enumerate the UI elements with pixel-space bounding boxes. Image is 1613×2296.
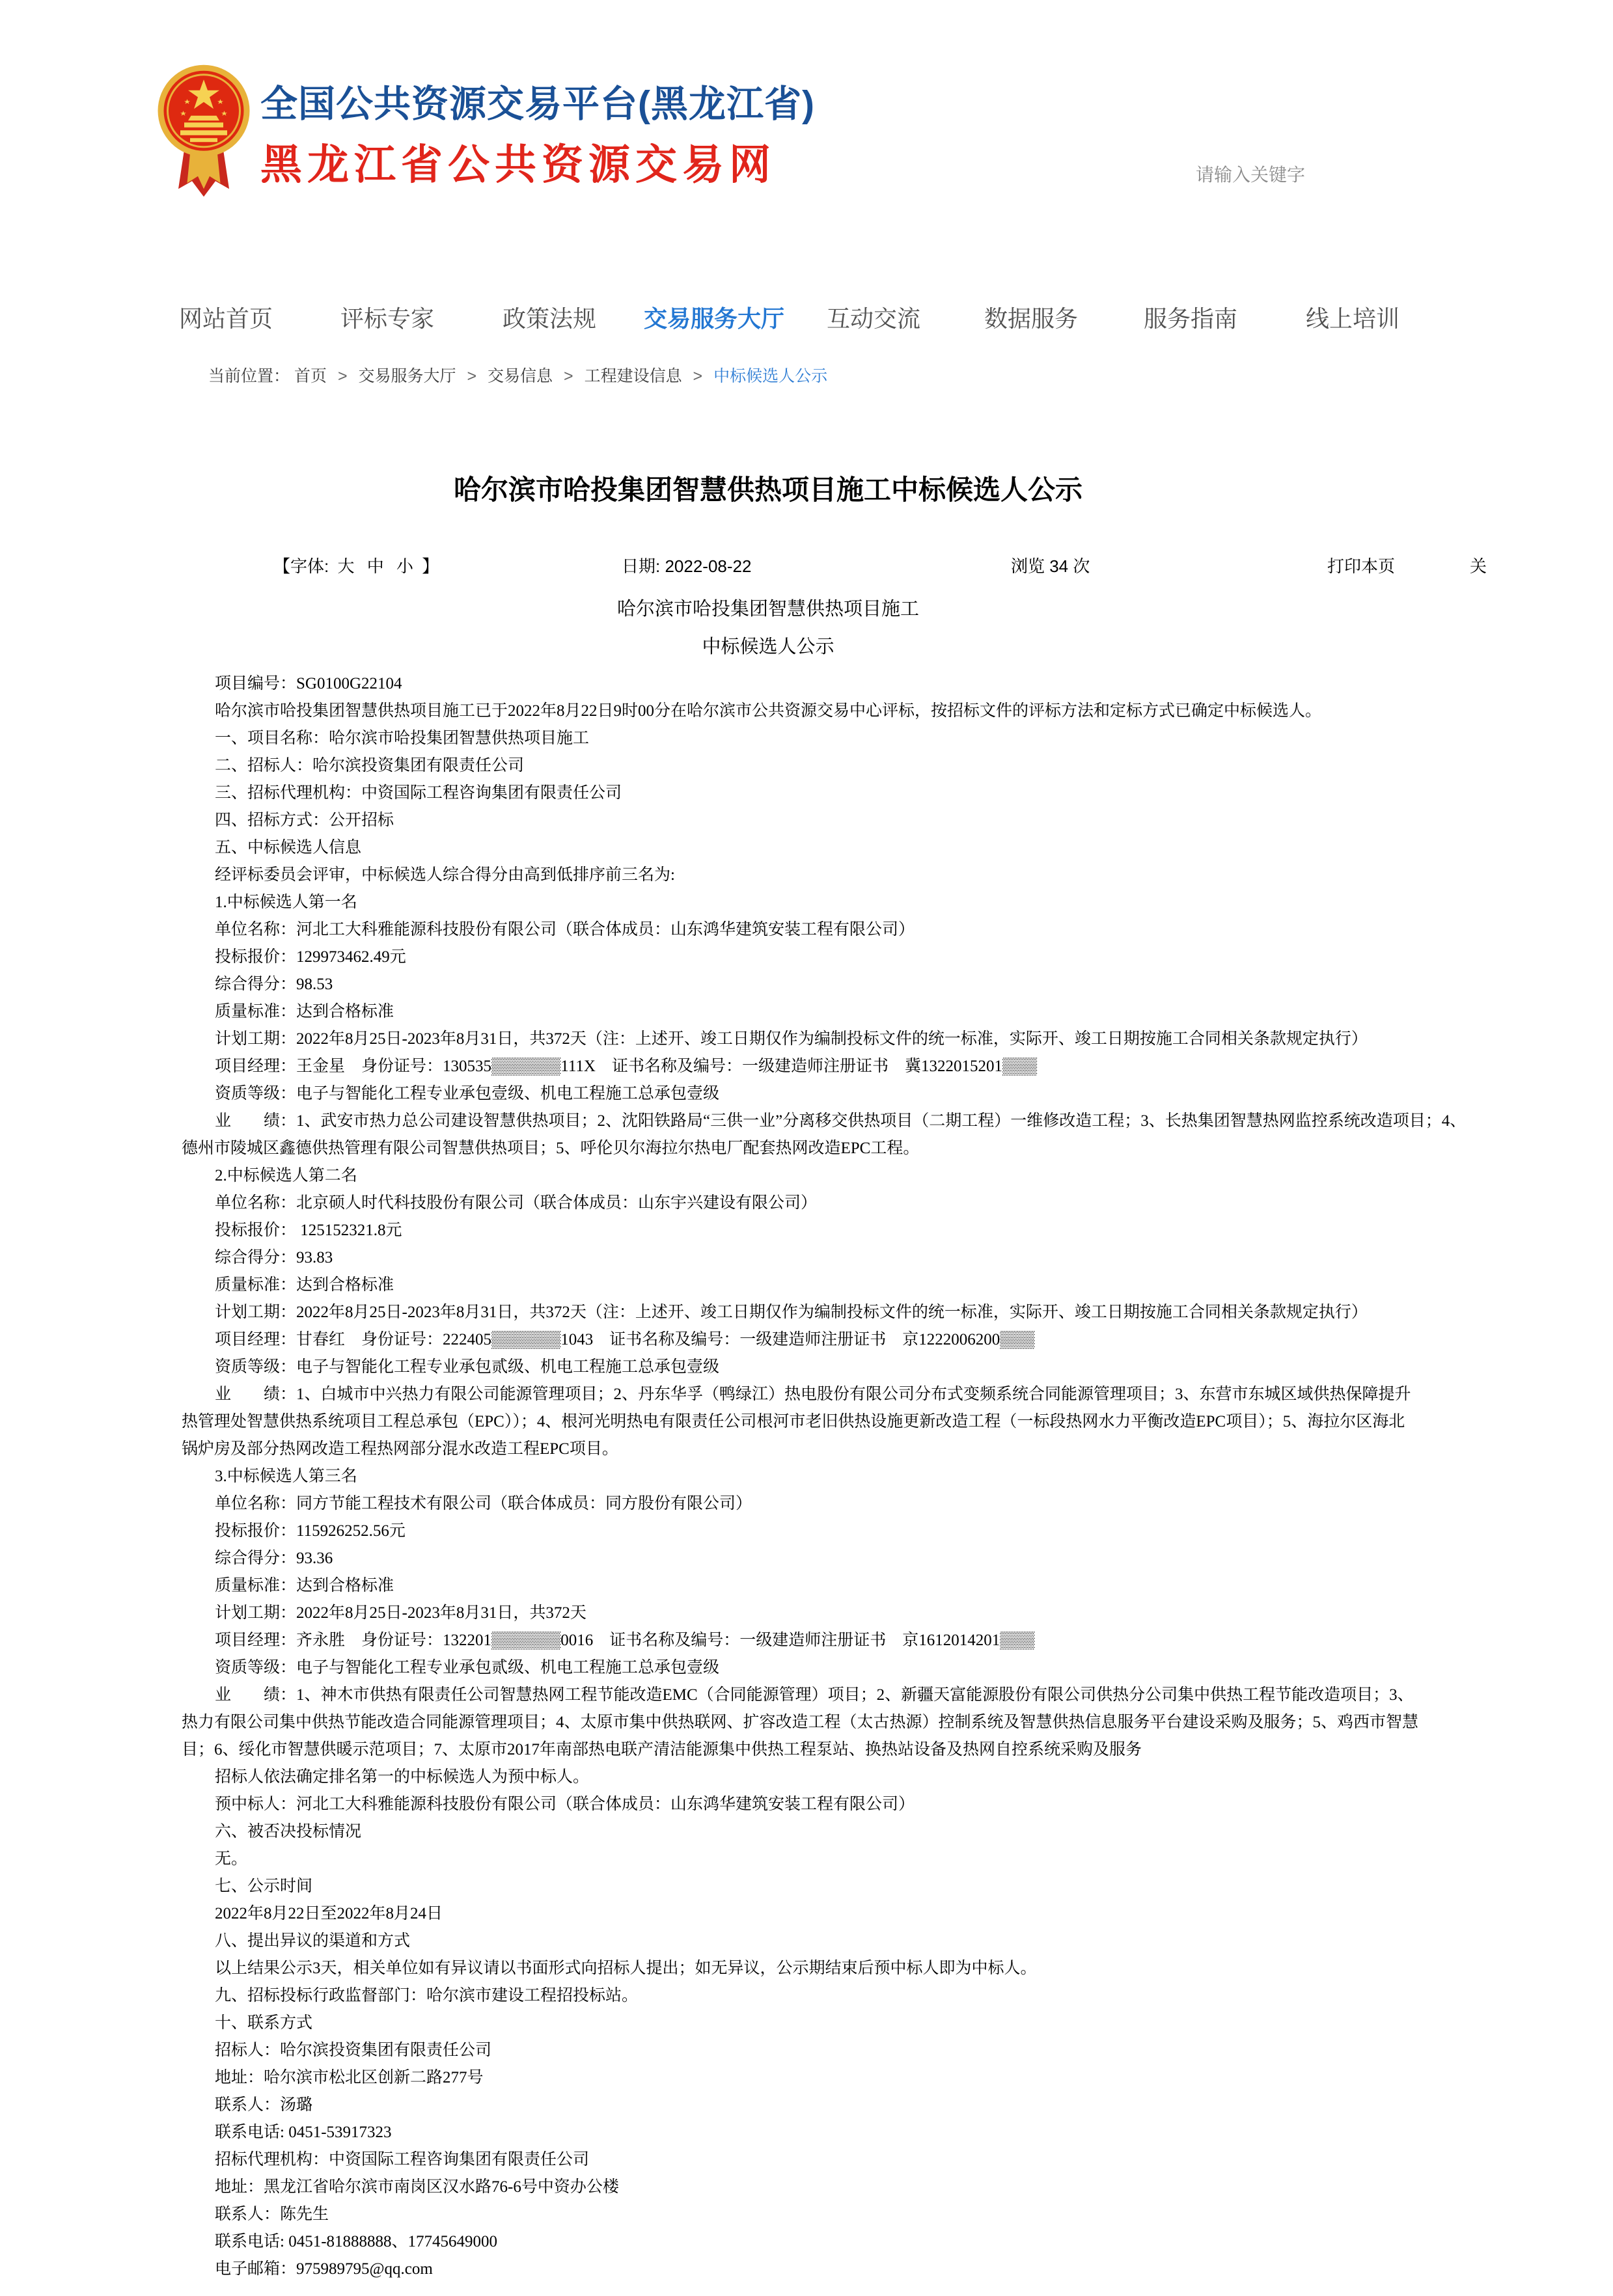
doc-line: 质量标准：达到合格标准 [215, 1276, 394, 1294]
font-size-suffix: 】 [422, 556, 439, 576]
doc-line: 资质等级：电子与智能化工程专业承包壹级、机电工程施工总承包壹级 [215, 1085, 720, 1102]
doc-line: 地址：黑龙江省哈尔滨市南岗区汉水路76-6号中资办公楼 [215, 2178, 619, 2196]
doc-line: 哈尔滨市哈投集团智慧供热项目施工已于2022年8月22日9时00分在哈尔滨市公共资源交易中心评标，按招标文件的评标方法和定标方式已确定中标候选人。 [215, 702, 1322, 720]
doc-line: 五、中标候选人信息 [215, 839, 362, 856]
doc-line: 以上结果公示3天，相关单位如有异议请以书面形式向招标人提出；如无异议，公示期结束后预中标人即为中标人。 [215, 1960, 1037, 1977]
doc-line: 综合得分：98.53 [215, 976, 333, 993]
breadcrumb-prefix: 当前位置： [208, 367, 290, 385]
doc-line: 九、招标投标行政监督部门：哈尔滨市建设工程招投标站。 [215, 1987, 639, 2004]
doc-line: 地址：哈尔滨市松北区创新二路277号 [215, 2069, 484, 2086]
doc-line: 计划工期：2022年8月25日-2023年8月31日，共372天 [215, 1604, 586, 1622]
font-size-prefix: 【字体: [273, 556, 329, 576]
doc-line: 热管理处智慧供热系统项目工程总承包（EPC））；4、根河光明热电有限责任公司根河市老旧供热设施更新改造工程（一标段热网水力平衡改造EPC项目）；5、海拉尔区海北 [182, 1413, 1405, 1430]
doc-line: 质量标准：达到合格标准 [215, 1003, 394, 1020]
doc-line: 十、联系方式 [215, 2014, 313, 2032]
doc-line: 3.中标候选人第三名 [215, 1468, 357, 1485]
main-nav [0, 301, 1613, 333]
nav-item-trading-hall[interactable]: 交易服务大厅 [644, 305, 785, 332]
doc-line: 电子邮箱：975989795@qq.com [215, 2260, 433, 2278]
print-page-button[interactable]: 打印本页 [1327, 556, 1396, 576]
doc-line: 招标人：哈尔滨投资集团有限责任公司 [215, 2042, 492, 2059]
document-body [0, 670, 1613, 2283]
doc-line: 招标人依法确定排名第一的中标候选人为预中标人。 [215, 1768, 590, 1786]
breadcrumb [208, 363, 827, 387]
nav-item-online-training[interactable]: 线上培训 [1306, 305, 1400, 332]
breadcrumb-current[interactable]: 中标候选人公示 [713, 367, 828, 385]
view-count: 浏览 34 次 [1011, 556, 1090, 576]
site-title-national: 全国公共资源交易平台(黑龙江省) [260, 83, 815, 125]
doc-line: 一、项目名称：哈尔滨市哈投集团智慧供热项目施工 [215, 730, 590, 747]
breadcrumb-trading-hall[interactable]: 交易服务大厅 [358, 367, 456, 385]
font-size-small-button[interactable]: 小 [396, 556, 413, 576]
breadcrumb-construction-info[interactable]: 工程建设信息 [584, 367, 682, 385]
doc-subtitle-line2: 中标候选人公示 [702, 636, 834, 657]
nav-item-home[interactable]: 网站首页 [179, 305, 273, 332]
font-size-medium-button[interactable]: 中 [366, 556, 384, 576]
doc-line: 锅炉房及部分热网改造工程热网部分混水改造工程EPC项目。 [182, 1440, 618, 1458]
nav-item-experts[interactable]: 评标专家 [340, 305, 435, 332]
page-title: 哈尔滨市哈投集团智慧供热项目施工中标候选人公示 [453, 474, 1082, 505]
doc-line: 2022年8月22日至2022年8月24日 [215, 1905, 443, 1922]
doc-line: 七、公示时间 [215, 1878, 313, 1895]
nav-item-interaction[interactable]: 互动交流 [827, 305, 921, 332]
doc-line: 四、招标方式：公开招标 [215, 812, 394, 829]
nav-item-service-guide[interactable]: 服务指南 [1144, 305, 1238, 332]
doc-line: 项目经理：齐永胜 身份证号：132201▒▒▒▒▒▒0016 证书名称及编号：一级建造师注册证书 京1612014201▒▒▒ [215, 1632, 1035, 1649]
doc-line: 计划工期：2022年8月25日-2023年8月31日，共372天（注：上述开、竣工日期仅作为编制投标文件的统一标准，实际开、竣工日期按施工合同相关条款规定执行） [215, 1304, 1368, 1321]
publish-date: 日期: 2022-08-22 [622, 556, 752, 576]
nav-item-data-service[interactable]: 数据服务 [984, 305, 1079, 332]
nav-item-policy[interactable]: 政策法规 [503, 305, 597, 332]
doc-line: 联系人：汤璐 [215, 2096, 313, 2114]
doc-line: 资质等级：电子与智能化工程专业承包贰级、机电工程施工总承包壹级 [215, 1659, 720, 1676]
breadcrumb-separator: > [467, 367, 477, 385]
doc-line: 经评标委员会评审，中标候选人综合得分由高到低排序前三名为: [215, 866, 675, 884]
doc-subtitle-line1: 哈尔滨市哈投集团智慧供热项目施工 [616, 599, 919, 620]
doc-line: 项目编号：SG0100G22104 [215, 675, 402, 692]
doc-line: 2.中标候选人第二名 [215, 1167, 357, 1184]
doc-line: 项目经理：王金星 身份证号：130535▒▒▒▒▒▒111X 证书名称及编号：一级建造师注册证书 冀1322015201▒▒▒ [215, 1058, 1038, 1075]
breadcrumb-trade-info[interactable]: 交易信息 [488, 367, 553, 385]
doc-line: 单位名称：北京硕人时代科技股份有限公司（联合体成员：山东宇兴建设有限公司） [215, 1194, 818, 1212]
doc-line: 项目经理：甘春红 身份证号：222405▒▒▒▒▒▒1043 证书名称及编号：一级建造师注册证书 京1222006200▒▒▒ [215, 1331, 1035, 1348]
national-emblem-icon [155, 60, 253, 198]
font-size-large-button[interactable]: 大 [337, 556, 355, 576]
doc-line: 业 绩：1、神木市供热有限责任公司智慧热网工程节能改造EMC（合同能源管理）项目；2、新疆天富能源股份有限公司供热分公司集中供热工程节能改造项目；3、 [215, 1686, 1414, 1704]
doc-line: 联系电话: 0451-53917323 [215, 2124, 392, 2141]
doc-line: 业 绩：1、白城市中兴热力有限公司能源管理项目；2、丹东华孚（鸭绿江）热电股份有限公司分布式变频系统合同能源管理项目；3、东营市东城区域供热保障提升 [215, 1386, 1411, 1403]
doc-line: 综合得分：93.36 [215, 1550, 333, 1567]
doc-line: 计划工期：2022年8月25日-2023年8月31日，共372天（注：上述开、竣工日期仅作为编制投标文件的统一标准，实际开、竣工日期按施工合同相关条款规定执行） [215, 1030, 1368, 1048]
doc-line: 三、招标代理机构：中资国际工程咨询集团有限责任公司 [215, 784, 622, 802]
doc-line: 单位名称：同方节能工程技术有限公司（联合体成员：同方股份有限公司） [215, 1495, 752, 1512]
search-input[interactable] [1194, 159, 1412, 191]
doc-line: 投标报价：115926252.56元 [215, 1522, 406, 1540]
breadcrumb-separator: > [564, 367, 573, 385]
doc-line: 资质等级：电子与智能化工程专业承包贰级、机电工程施工总承包壹级 [215, 1358, 720, 1376]
doc-line: 质量标准：达到合格标准 [215, 1577, 394, 1594]
doc-line: 投标报价：129973462.49元 [215, 948, 406, 966]
breadcrumb-home[interactable]: 首页 [294, 367, 327, 385]
doc-line: 联系电话: 0451-81888888、17745649000 [215, 2233, 498, 2250]
doc-line: 1.中标候选人第一名 [215, 894, 357, 911]
doc-line: 目；6、绥化市智慧供暖示范项目；7、太原市2017年南部热电联产清洁能源集中供热工程泵站、换热站设备及热网自控系统采购及服务 [182, 1741, 1142, 1758]
site-title-provincial: 黑龙江省公共资源交易网 [260, 141, 776, 188]
breadcrumb-separator: > [693, 367, 703, 385]
doc-line: 单位名称：河北工大科雅能源科技股份有限公司（联合体成员：山东鸿华建筑安装工程有限公司） [215, 921, 915, 938]
doc-line: 六、被否决投标情况 [215, 1823, 362, 1840]
site-titles [260, 74, 815, 191]
font-size-controls[interactable] [273, 553, 439, 577]
doc-line: 二、招标人：哈尔滨投资集团有限责任公司 [215, 757, 525, 774]
site-logo[interactable] [155, 60, 815, 198]
doc-line: 预中标人：河北工大科雅能源科技股份有限公司（联合体成员：山东鸿华建筑安装工程有限公司） [215, 1796, 915, 1813]
doc-line: 联系人：陈先生 [215, 2206, 329, 2223]
doc-line: 投标报价： 125152321.8元 [215, 1222, 402, 1239]
breadcrumb-separator: > [337, 367, 348, 385]
doc-line: 八、提出异议的渠道和方式 [215, 1932, 411, 1950]
close-page-button[interactable]: 关 [1470, 556, 1487, 576]
doc-line: 热力有限公司集中供热节能改造合同能源管理项目；4、太原市集中供热联网、扩容改造工程（太古热源）控制系统及智慧供热信息服务平台建设采购及服务；5、鸡西市智慧 [182, 1714, 1419, 1731]
doc-line: 招标代理机构：中资国际工程咨询集团有限责任公司 [215, 2151, 590, 2168]
doc-line: 无。 [215, 1850, 248, 1868]
doc-line: 业 绩：1、武安市热力总公司建设智慧供热项目；2、沈阳铁路局“三供一业”分离移交供热项目（二期工程）一维修改造工程；3、长热集团智慧热网监控系统改造项目；4、 [215, 1112, 1467, 1130]
doc-line: 德州市陵城区鑫德供热管理有限公司智慧供热项目；5、呼伦贝尔海拉尔热电厂配套热网改造EPC工程。 [182, 1140, 920, 1157]
doc-line: 综合得分：93.83 [215, 1249, 333, 1266]
